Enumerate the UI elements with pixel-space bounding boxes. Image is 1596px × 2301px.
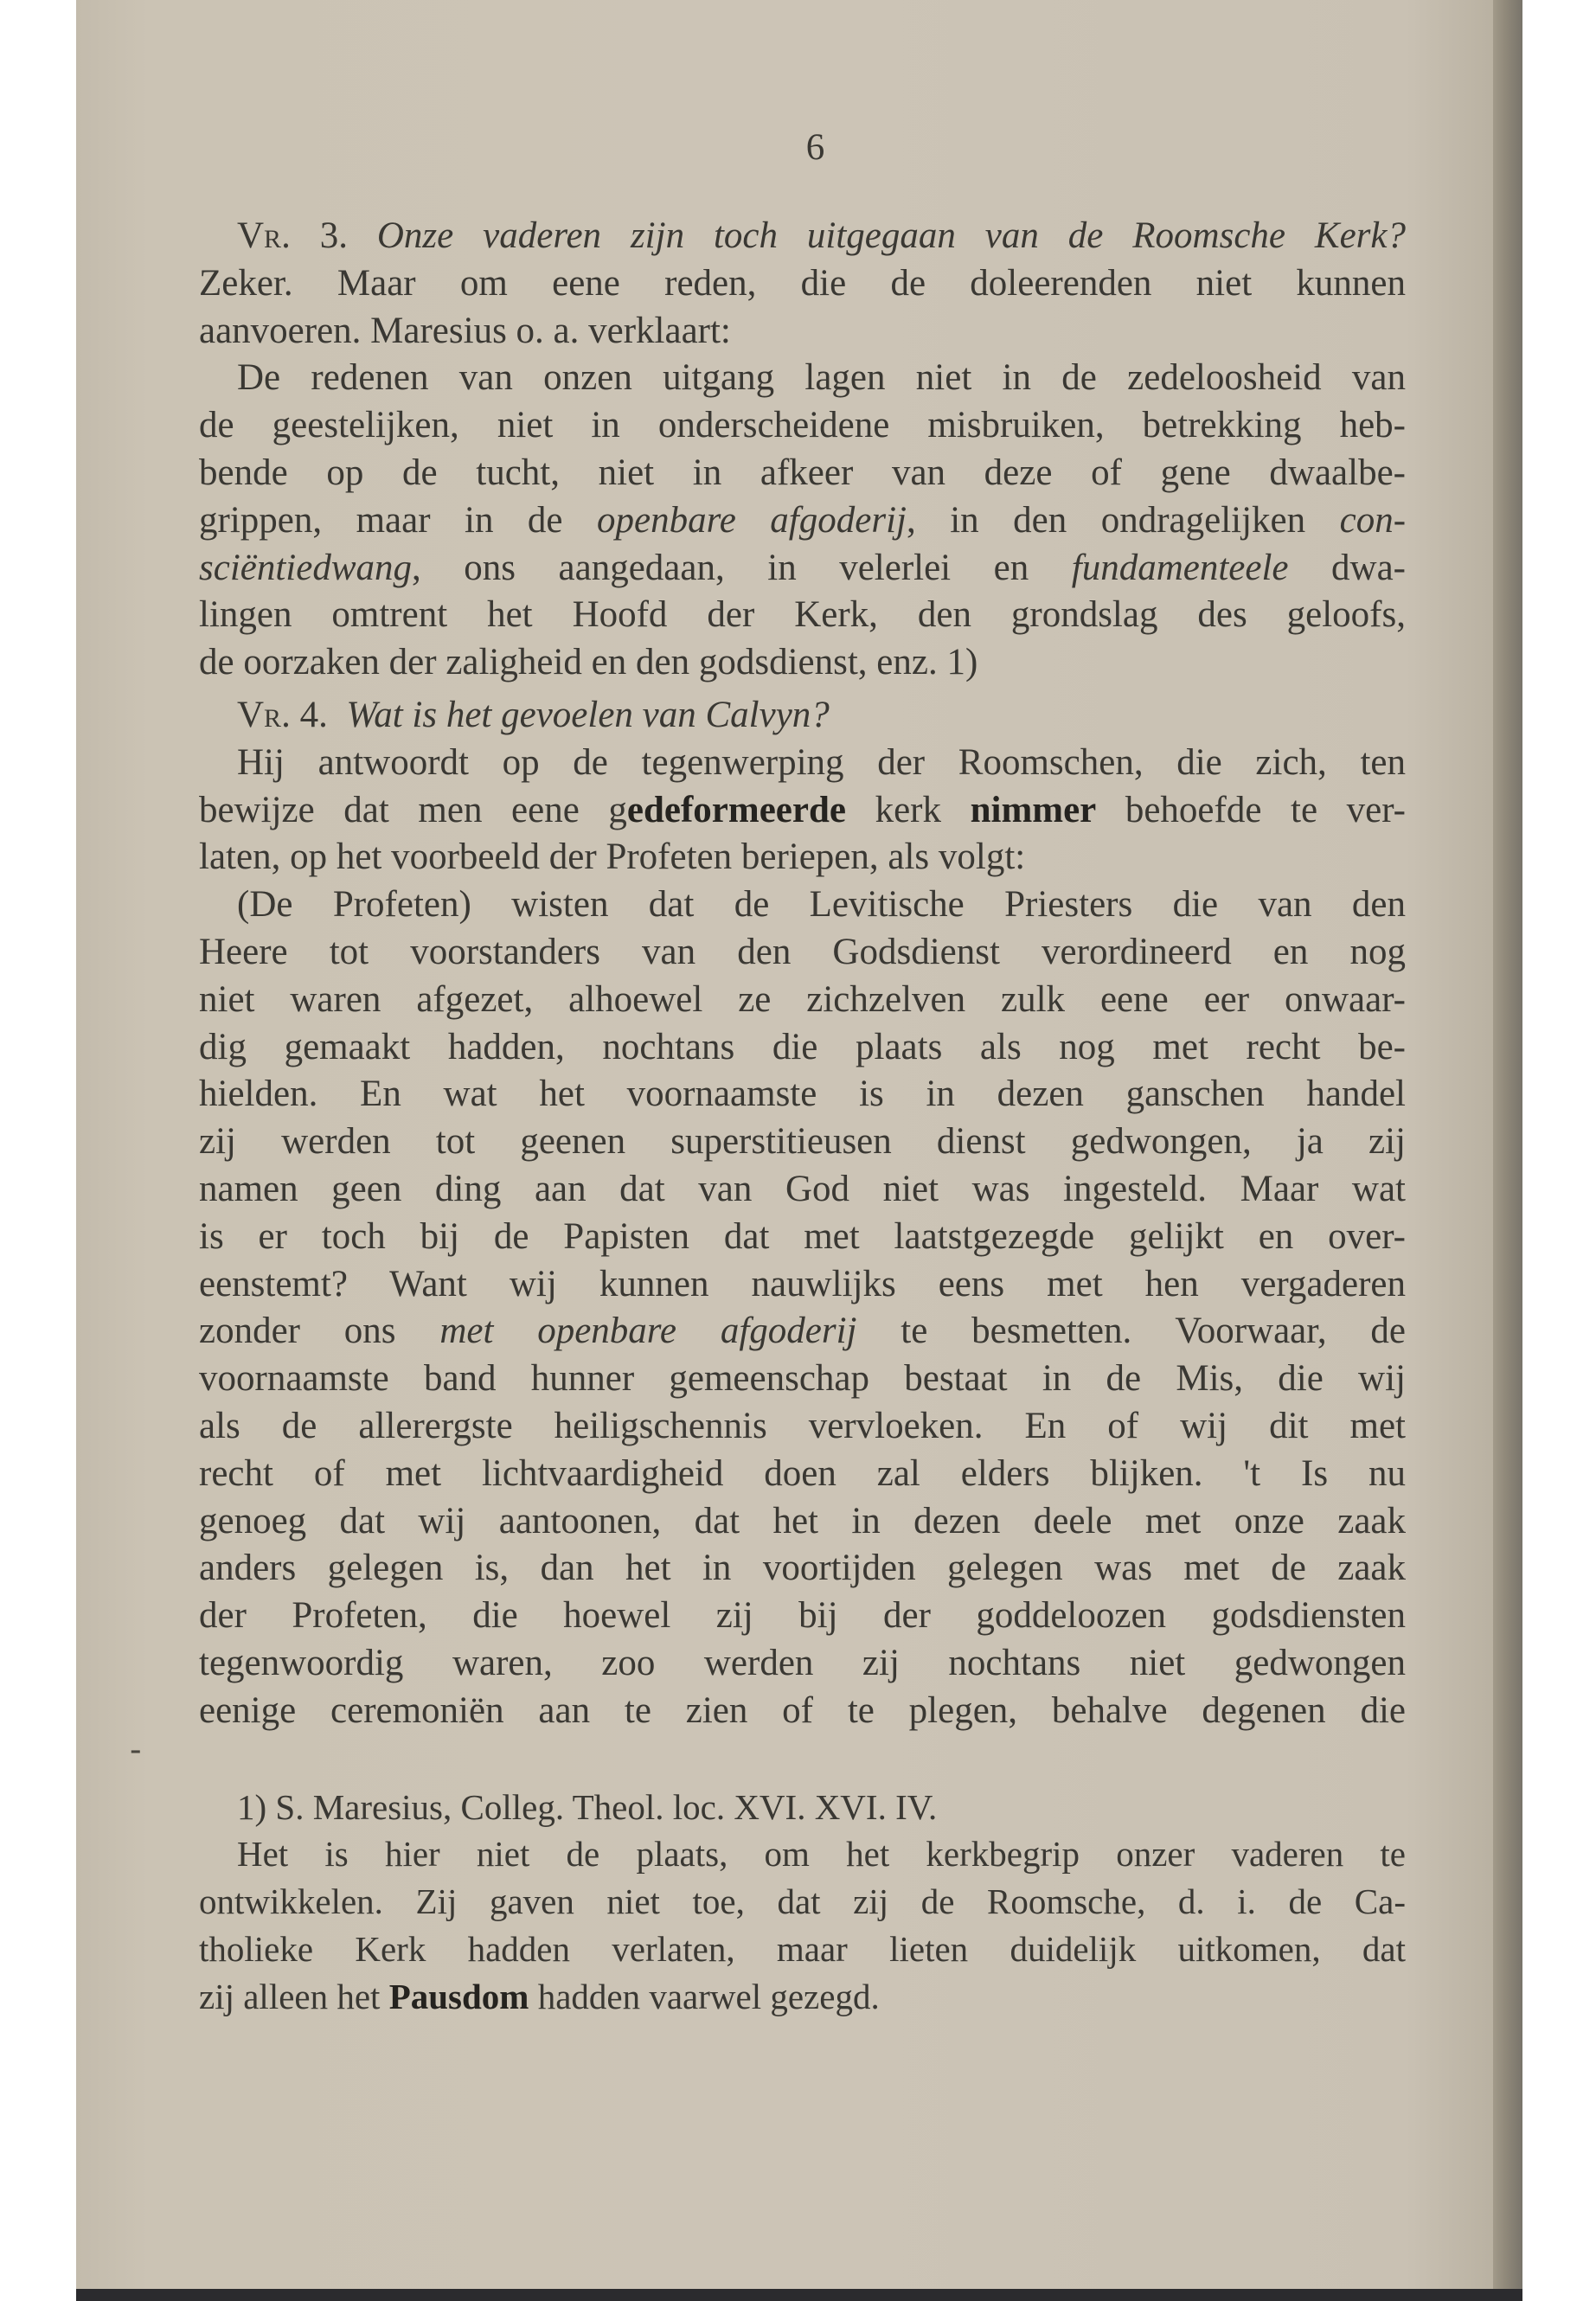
quote-line: de geestelijken, niet in onderscheidene misbruiken, betrekking heb- [199, 405, 1406, 446]
bold-run: Pausdom [388, 1976, 529, 2016]
body-line: Hij antwoordt op de tegenwerping der Roomschen, die zich, ten [237, 741, 1406, 783]
text-run: hadden vaarwel gezegd. [529, 1976, 880, 2016]
answer-line: Zeker. Maar om eene reden, die de doleerenden niet kunnen [199, 262, 1406, 304]
text-run: te besmetten. Voorwaar, de [856, 1311, 1406, 1352]
text-run: , in den ondragelijken [906, 499, 1340, 541]
emphasis-run: openbare afgoderij [597, 499, 907, 541]
body-line: als de allerergste heiligschennis vervloeken. En of wij dit met [199, 1405, 1406, 1446]
bold-run: edeformeerde [626, 789, 846, 830]
quote-line [199, 497, 1406, 545]
footnote-line [199, 1973, 1406, 2021]
question-text: Onze vaderen zijn toch uitgegaan van de Roomsche Kerk? [376, 215, 1406, 256]
answer-line: aanvoeren. Maresius o. a. verklaart: [199, 310, 731, 351]
scan-bottom-band [76, 2289, 1522, 2301]
body-line [199, 1308, 1406, 1356]
text-run: kerk [845, 789, 971, 830]
body-line: dig gemaakt hadden, nochtans die plaats als nog met recht be- [199, 1026, 1406, 1067]
bold-run: nimmer [970, 789, 1097, 830]
text-run: , ons aangedaan, in velerlei en [412, 547, 1072, 588]
body-line: Heere tot voorstanders van den Godsdienst verordineerd en nog [199, 931, 1406, 972]
text-run: behoefde te ver- [1096, 789, 1406, 830]
footnote-reference: 1) S. Maresius, Colleg. Theol. loc. XVI. XVI. IV. [237, 1786, 938, 1827]
body-line: niet waren afgezet, alhoewel ze zichzelven zulk eene eer onwaar- [199, 978, 1406, 1020]
page-number: 6 [805, 127, 825, 168]
text-run: zonder ons [199, 1311, 440, 1352]
page-text [199, 126, 1406, 2020]
quote-line: bende op de tucht, niet in afkeer van deze of gene dwaalbe- [199, 452, 1406, 493]
question-label: Vr. 3. [237, 215, 348, 256]
body-line: tegenwoordig waren, zoo werden zij nochtans niet gedwongen [199, 1642, 1406, 1683]
body-line: (De Profeten) wisten dat de Levitische Priesters die van den [237, 884, 1406, 926]
question-3 [199, 213, 1406, 260]
body-line: laten, op het voorbeeld der Profeten beriepen, als volgt: [199, 836, 1026, 878]
body-line: voornaamste band hunner gemeenschap bestaat in de Mis, die wij [199, 1358, 1406, 1400]
body-line [199, 787, 1406, 835]
scanned-page [76, 0, 1522, 2301]
footnote-line: ontwikkelen. Zij gaven niet toe, dat zij de Roomsche, d. i. de Ca- [199, 1881, 1406, 1922]
question-4 [199, 692, 1406, 740]
body-line: zij werden tot geenen superstitieusen dienst gedwongen, ja zij [199, 1121, 1406, 1163]
text-run: grippen, maar in de [199, 499, 598, 541]
emphasis-run: fundamenteele [1071, 547, 1289, 588]
page-edge-shadow [1493, 0, 1522, 2301]
quote-line: de oorzaken der zaligheid en den godsdienst, enz. 1) [199, 642, 978, 683]
quote-line: De redenen van onzen uitgang lagen niet in de zedeloosheid van [237, 357, 1406, 399]
question-label: Vr. 4. [237, 694, 328, 735]
text-run: zij alleen het [199, 1976, 389, 2016]
question-text: Wat is het gevoelen van Calvyn? [346, 694, 830, 735]
body-line: genoeg dat wij aantoonen, dat het in dezen deele met onze zaak [199, 1500, 1406, 1541]
body-line: namen geen ding aan dat van God niet was ingesteld. Maar wat [199, 1168, 1406, 1209]
text-run: bewijze dat men eene g [199, 789, 627, 830]
body-line: der Profeten, die hoewel zij bij der goddeloozen godsdiensten [199, 1595, 1406, 1637]
quote-line [199, 545, 1406, 593]
emphasis-run: sciëntiedwang [199, 547, 413, 588]
body-line: anders gelegen is, dan het in voortijden gelegen was met de zaak [199, 1548, 1406, 1589]
text-run: dwa- [1288, 547, 1406, 588]
body-line: eenstemt? Want wij kunnen nauwlijks eens met hen vergaderen [199, 1263, 1406, 1304]
emphasis-run: met openbare afgoderij [439, 1311, 857, 1352]
body-line: hielden. En wat het voornaamste is in dezen ganschen handel [199, 1074, 1406, 1115]
body-line: recht of met lichtvaardigheid doen zal elders blijken. 't Is nu [199, 1452, 1406, 1494]
body-line: eenige ceremoniën aan te zien of te plegen, behalve degenen die [199, 1689, 1406, 1731]
margin-mark: - [130, 1730, 142, 1770]
body-line: is er toch bij de Papisten dat met laatstgezegde gelijkt en over- [199, 1215, 1406, 1257]
footnote-line: tholieke Kerk hadden verlaten, maar lieten duidelijk uitkomen, dat [199, 1928, 1406, 1969]
emphasis-run: con- [1339, 499, 1407, 541]
footnote-line: Het is hier niet de plaats, om het kerkbegrip onzer vaderen te [237, 1834, 1406, 1875]
quote-line: lingen omtrent het Hoofd der Kerk, den grondslag des geloofs, [199, 594, 1406, 636]
